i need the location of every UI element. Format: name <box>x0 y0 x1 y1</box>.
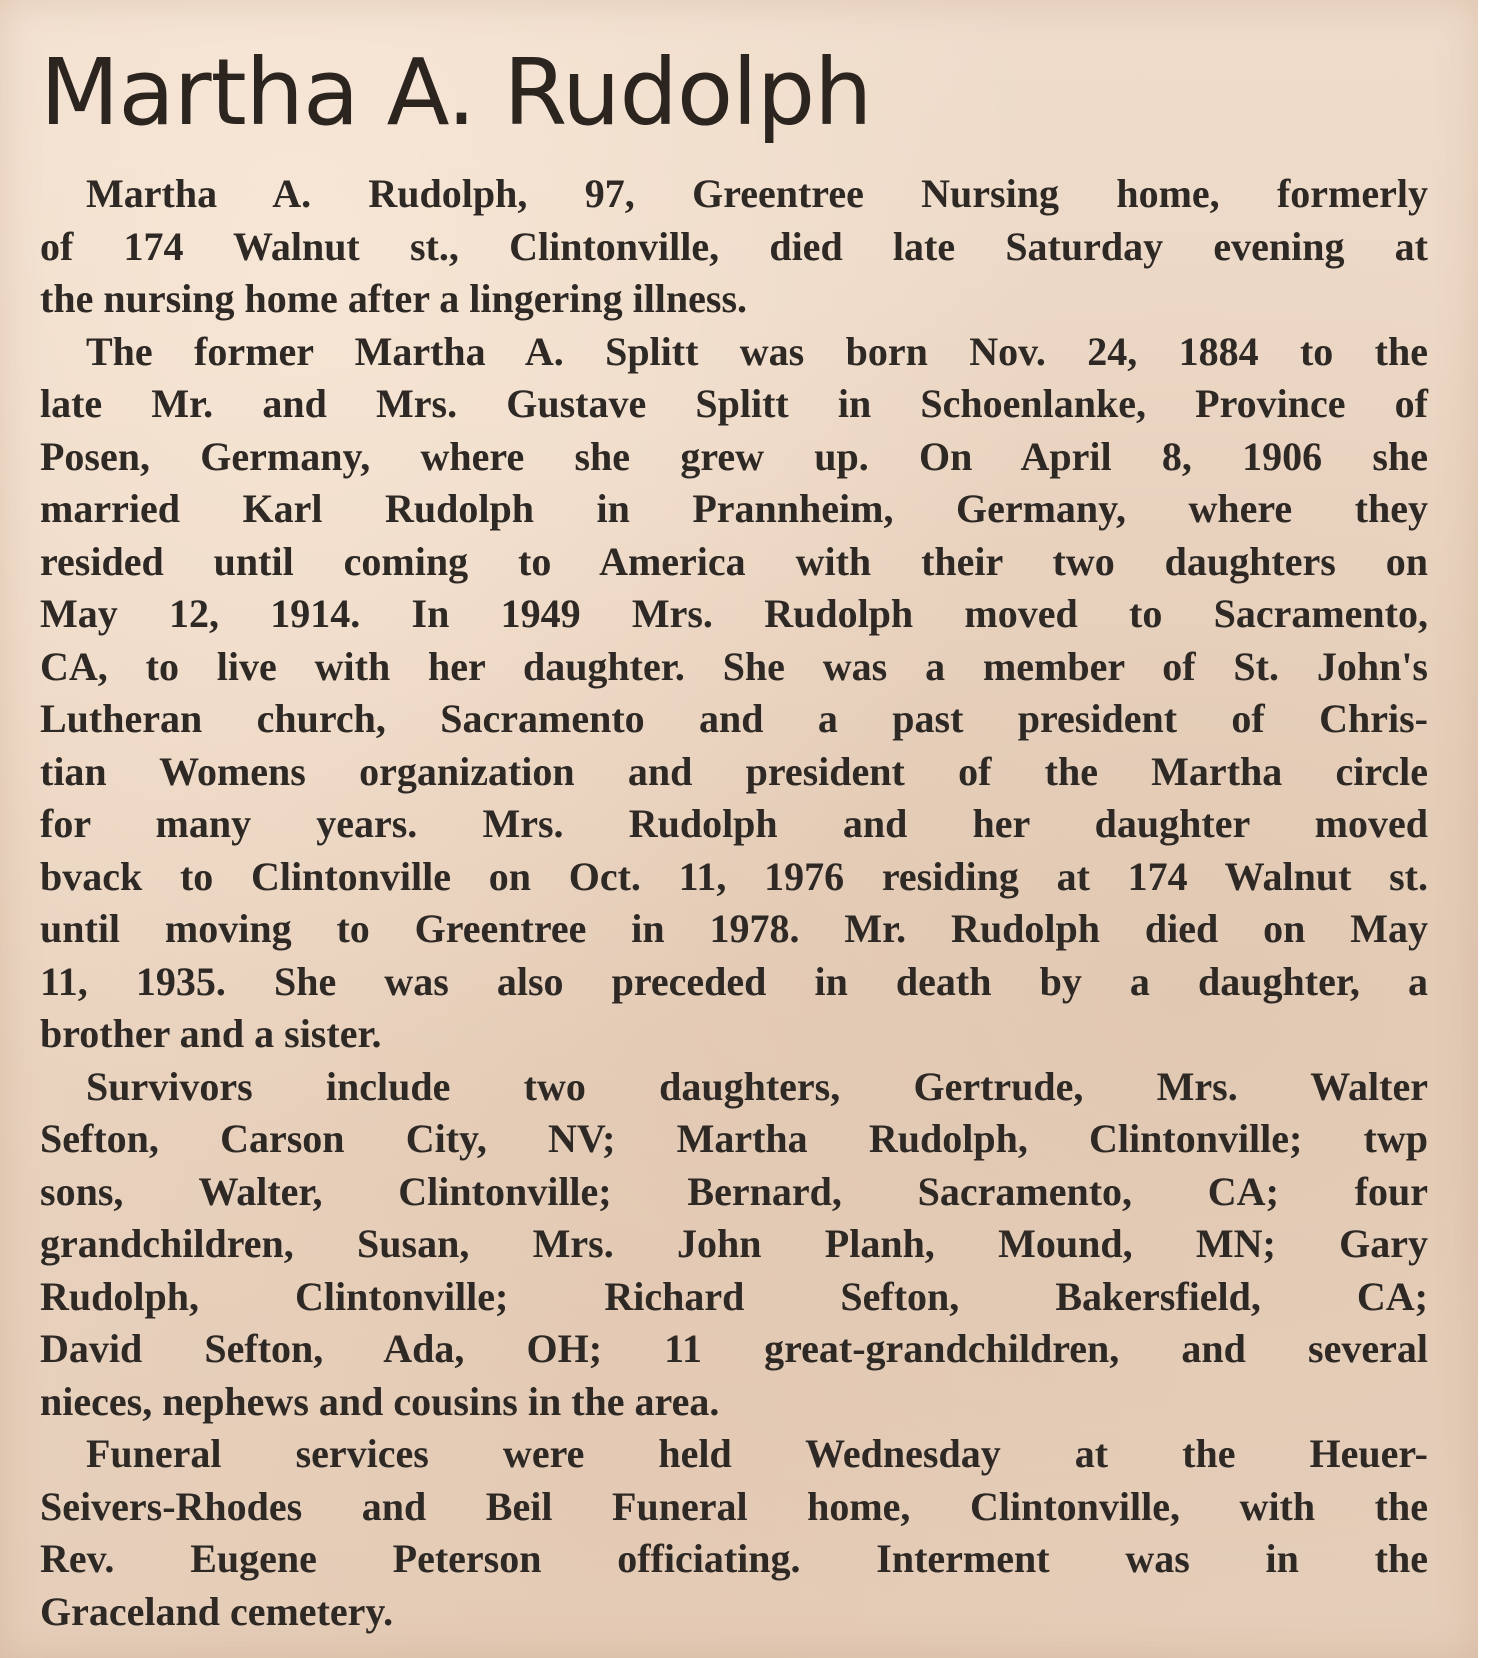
text-line: brother and a sister. <box>40 1011 382 1056</box>
text-line: of 174 Walnut st., Clintonville, died late Saturday evening at <box>40 223 1428 269</box>
text-line: the nursing home after a lingering illness. <box>40 276 748 321</box>
text-line: bvack to Clintonville on Oct. 11, 1976 residing at 174 Walnut st. <box>40 853 1428 899</box>
text-line: May 12, 1914. In 1949 Mrs. Rudolph moved to Sacramento, <box>40 591 1428 636</box>
text-line: nieces, nephews and cousins in the area. <box>40 1378 720 1424</box>
obituary-body <box>40 168 1428 1638</box>
text-line: until moving to Greentree in 1978. Mr. Rudolph died on May <box>40 906 1428 951</box>
text-line: David Sefton, Ada, OH; 11 great-grandchildren, and several <box>40 1326 1428 1371</box>
text-line: The former Martha A. Splitt was born Nov. 24, 1884 to the <box>86 328 1428 374</box>
text-line: Sefton, Carson City, NV; Martha Rudolph, Clintonville; twp <box>40 1116 1428 1161</box>
text-line: Seivers-Rhodes and Beil Funeral home, Clintonville, with the <box>40 1483 1428 1529</box>
text-line: Lutheran church, Sacramento and a past president of Chris- <box>40 696 1428 741</box>
scan-border <box>1478 0 1500 1658</box>
text-line: grandchildren, Susan, Mrs. John Planh, Mound, MN; Gary <box>40 1221 1428 1266</box>
text-line: for many years. Mrs. Rudolph and her daughter moved <box>40 801 1428 846</box>
text-line: Funeral services were held Wednesday at the Heuer- <box>86 1431 1428 1476</box>
text-line: Rudolph, Clintonville; Richard Sefton, Bakersfield, CA; <box>40 1273 1428 1319</box>
text-line: Posen, Germany, where she grew up. On April 8, 1906 she <box>40 433 1428 479</box>
text-line: 11, 1935. She was also preceded in death by a daughter, a <box>40 958 1428 1004</box>
text-line: Martha A. Rudolph, 97, Greentree Nursing home, formerly <box>86 171 1428 216</box>
obituary-headline: Martha A. Rudolph <box>40 39 872 146</box>
text-line: late Mr. and Mrs. Gustave Splitt in Schoenlanke, Province of <box>40 381 1428 426</box>
text-line: resided until coming to America with their two daughters on <box>40 538 1428 584</box>
text-line: Survivors include two daughters, Gertrude, Mrs. Walter <box>86 1063 1428 1109</box>
text-line: tian Womens organization and president of the Martha circle <box>40 748 1428 794</box>
text-line: CA, to live with her daughter. She was a member of St. John's <box>40 643 1428 689</box>
text-line: Rev. Eugene Peterson officiating. Interment was in the <box>40 1536 1428 1581</box>
text-line: Graceland cemetery. <box>40 1588 394 1634</box>
text-line: married Karl Rudolph in Prannheim, Germany, where they <box>40 486 1428 531</box>
text-line: sons, Walter, Clintonville; Bernard, Sacramento, CA; four <box>40 1168 1428 1214</box>
